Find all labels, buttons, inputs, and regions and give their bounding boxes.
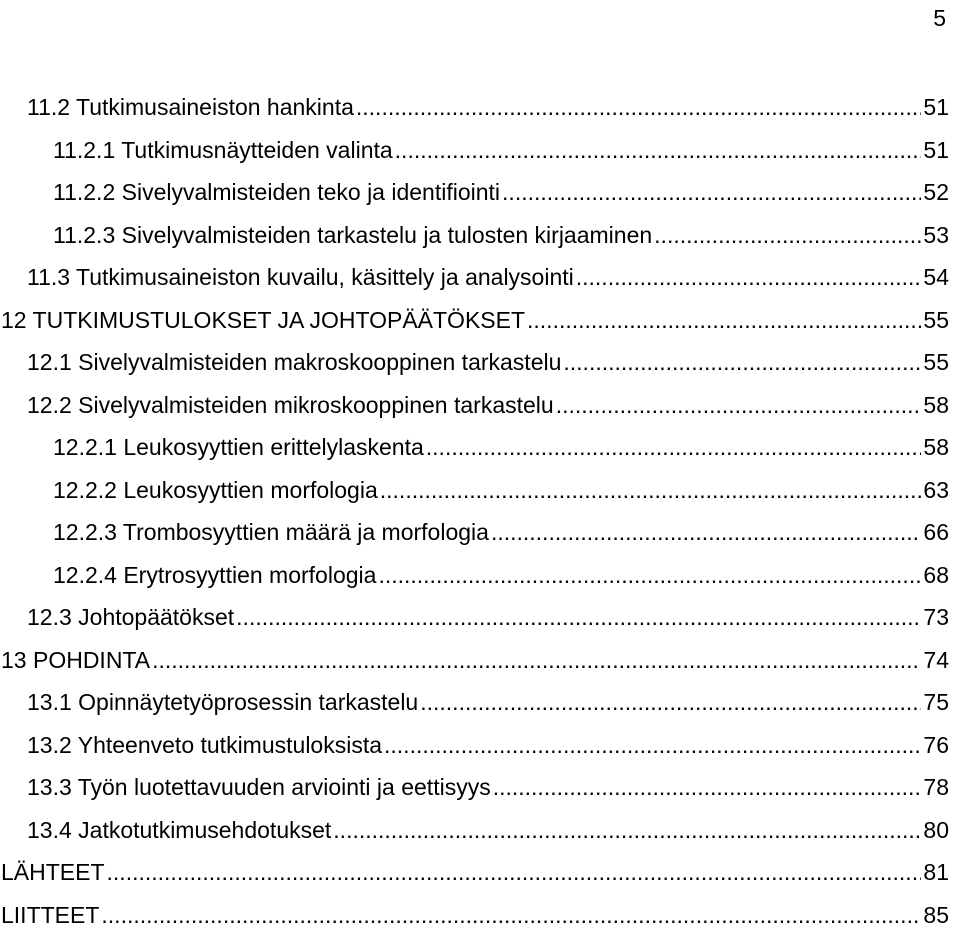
toc-entry-title: LIITTEET (1, 894, 99, 936)
toc-entry-title: 11.2.2 Sivelyvalmisteiden teko ja identifiointi (53, 171, 500, 214)
toc-entry-page: 54 (923, 256, 949, 299)
dot-leader (380, 469, 922, 512)
toc-entry-page: 85 (923, 894, 949, 936)
toc-entry[interactable] (0, 724, 960, 767)
dot-leader (333, 809, 921, 852)
toc-entry-page: 58 (923, 426, 949, 469)
toc-entry-title: 13 POHDINTA (1, 639, 150, 682)
toc-entry-page: 76 (923, 724, 949, 767)
toc-entry-title: 13.3 Työn luotettavuuden arviointi ja eettisyys (27, 766, 491, 809)
dot-leader (576, 256, 922, 299)
toc-entry-title: 12.2.2 Leukosyyttien morfologia (53, 469, 378, 512)
toc-entry-title: 12 TUTKIMUSTULOKSET JA JOHTOPÄÄTÖKSET (1, 299, 525, 342)
toc-entry[interactable] (0, 86, 960, 129)
toc-entry-title: 11.2.3 Sivelyvalmisteiden tarkastelu ja tulosten kirjaaminen (53, 214, 652, 257)
toc-entry-page: 63 (923, 469, 949, 512)
toc-entry[interactable] (0, 809, 960, 852)
toc-entry[interactable] (0, 129, 960, 172)
toc-entry-page: 80 (923, 809, 949, 852)
toc-entry-title: 13.4 Jatkotutkimusehdotukset (27, 809, 331, 852)
toc-entry-title: 12.2.3 Trombosyyttien määrä ja morfologia (53, 511, 489, 554)
dot-leader (356, 86, 922, 129)
toc-entry-title: 12.1 Sivelyvalmisteiden makroskooppinen tarkastelu (27, 341, 561, 384)
toc-entry[interactable] (0, 299, 960, 342)
dot-leader (654, 214, 921, 257)
toc-entry[interactable] (0, 894, 960, 936)
toc-entry[interactable] (0, 256, 960, 299)
toc-entry[interactable] (0, 766, 960, 809)
toc-entry[interactable] (0, 596, 960, 639)
toc-entry-title: 11.3 Tutkimusaineiston kuvailu, käsittely ja analysointi (27, 256, 574, 299)
toc-entry-page: 51 (923, 129, 949, 172)
toc-entry-page: 75 (923, 681, 949, 724)
dot-leader (378, 554, 921, 597)
toc-entry-page: 58 (923, 384, 949, 427)
dot-leader (236, 596, 921, 639)
toc-entry-page: 66 (923, 511, 949, 554)
toc-entry[interactable] (0, 554, 960, 597)
dot-leader (152, 639, 921, 682)
dot-leader (563, 341, 921, 384)
toc-entry-page: 68 (923, 554, 949, 597)
dot-leader (527, 299, 921, 342)
toc-entry-title: LÄHTEET (1, 851, 105, 894)
toc-entry-page: 73 (923, 596, 949, 639)
dot-leader (395, 129, 922, 172)
toc-entry-page: 78 (923, 766, 949, 809)
dot-leader (426, 426, 922, 469)
dot-leader (101, 894, 921, 936)
page-number: 5 (933, 4, 946, 32)
dot-leader (107, 851, 922, 894)
toc-entry[interactable] (0, 384, 960, 427)
toc-entry[interactable] (0, 681, 960, 724)
toc-entry-title: 11.2 Tutkimusaineiston hankinta (27, 86, 354, 129)
toc-entry-page: 55 (923, 299, 949, 342)
toc-entry-title: 12.3 Johtopäätökset (27, 596, 234, 639)
dot-leader (493, 766, 922, 809)
dot-leader (491, 511, 921, 554)
toc-entry[interactable] (0, 511, 960, 554)
toc-entry-title: 12.2 Sivelyvalmisteiden mikroskooppinen tarkastelu (27, 384, 554, 427)
toc-entry-page: 53 (923, 214, 949, 257)
toc-entry-title: 11.2.1 Tutkimusnäytteiden valinta (53, 129, 393, 172)
toc-entry[interactable] (0, 639, 960, 682)
toc-entry[interactable] (0, 851, 960, 894)
table-of-contents (0, 86, 960, 936)
toc-entry-page: 55 (923, 341, 949, 384)
toc-entry-title: 13.2 Yhteenveto tutkimustuloksista (27, 724, 382, 767)
dot-leader (556, 384, 922, 427)
toc-entry-page: 81 (923, 851, 949, 894)
dot-leader (502, 171, 921, 214)
toc-entry-page: 51 (923, 86, 949, 129)
toc-entry-title: 13.1 Opinnäytetyöprosessin tarkastelu (27, 681, 418, 724)
toc-entry-page: 52 (923, 171, 949, 214)
toc-entry[interactable] (0, 171, 960, 214)
toc-entry-page: 74 (923, 639, 949, 682)
toc-entry-title: 12.2.4 Erytrosyyttien morfologia (53, 554, 376, 597)
toc-entry[interactable] (0, 214, 960, 257)
toc-entry[interactable] (0, 426, 960, 469)
toc-entry[interactable] (0, 341, 960, 384)
toc-entry-title: 12.2.1 Leukosyyttien erittelylaskenta (53, 426, 424, 469)
dot-leader (384, 724, 921, 767)
dot-leader (420, 681, 921, 724)
toc-entry[interactable] (0, 469, 960, 512)
